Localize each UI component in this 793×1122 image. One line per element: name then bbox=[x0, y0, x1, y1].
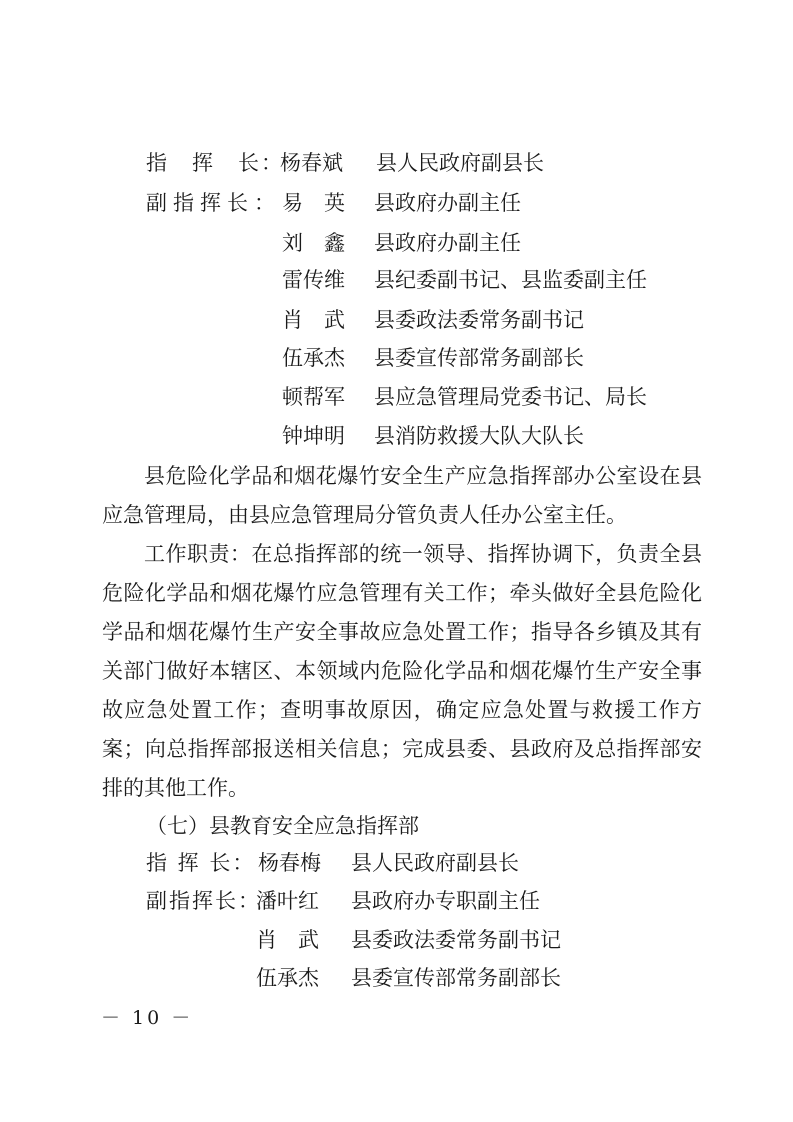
deputy-role: 副指挥长： bbox=[146, 889, 261, 913]
deputy-post: 县政府办专职副主任 bbox=[351, 889, 540, 913]
page-number: － 10 － bbox=[101, 1007, 194, 1029]
commander-role: 指 挥 长： bbox=[146, 851, 256, 875]
deputy-name: 雷传维 bbox=[282, 268, 345, 292]
deputy-post: 县委宣传部常务副部长 bbox=[374, 346, 584, 370]
deputy-name: 伍承杰 bbox=[256, 966, 319, 990]
section-heading: （七）县教育安全应急指挥部 bbox=[146, 814, 419, 838]
deputy-name: 钟坤明 bbox=[282, 424, 345, 448]
deputy-post: 县政府办副主任 bbox=[374, 231, 521, 255]
deputy-name: 顿帮军 bbox=[282, 385, 345, 409]
commander-name: 杨春梅 bbox=[258, 851, 321, 875]
deputy-post: 县纪委副书记、县监委副主任 bbox=[374, 268, 647, 292]
deputy-post: 县委政法委常务副书记 bbox=[374, 308, 584, 332]
duties-paragraph: 工作职责：在总指挥部的统一领导、指挥协调下，负责全县危险化学品和烟花爆竹应急管理有关工作；牵头做好全县危险化学品和烟花爆竹生产安全事故应急处置工作；指导各乡镇及其有关部门做好本辖区、本领域内危险化学品和烟花爆竹生产安全事故应急处置工作；查明事故原因，确定应急处置与救援工作方案；向总指挥部报送相关信息；完成县委、县政府及总指挥部安排的其他工作。 bbox=[102, 542, 702, 800]
commander-post: 县人民政府副县长 bbox=[351, 851, 519, 875]
deputy-name: 伍承杰 bbox=[282, 346, 345, 370]
deputy-post: 县委宣传部常务副部长 bbox=[351, 966, 561, 990]
deputy-post: 县政府办副主任 bbox=[374, 191, 521, 215]
deputy-name: 刘 鑫 bbox=[282, 231, 345, 255]
deputy-post: 县委政法委常务副书记 bbox=[351, 928, 561, 952]
deputy-name: 易 英 bbox=[282, 191, 345, 215]
deputy-row bbox=[146, 189, 521, 217]
office-paragraph: 县危险化学品和烟花爆竹安全生产应急指挥部办公室设在县应急管理局，由县应急管理局分管负责人任办公室主任。 bbox=[102, 464, 702, 527]
deputy-post: 县消防救援大队大队长 bbox=[374, 424, 584, 448]
commander-row bbox=[146, 149, 544, 177]
commander-post: 县人民政府副县长 bbox=[376, 151, 544, 175]
deputy-name: 肖 武 bbox=[282, 308, 345, 332]
deputy-name: 潘叶红 bbox=[256, 889, 319, 913]
deputy-role: 副指挥长： bbox=[146, 191, 281, 215]
deputy-post: 县应急管理局党委书记、局长 bbox=[374, 385, 647, 409]
commander-role: 指 挥 长： bbox=[146, 151, 284, 175]
deputy-row bbox=[146, 887, 540, 915]
deputy-name: 肖 武 bbox=[256, 928, 319, 952]
commander-name: 杨春斌 bbox=[280, 151, 343, 175]
commander-row bbox=[146, 849, 519, 877]
